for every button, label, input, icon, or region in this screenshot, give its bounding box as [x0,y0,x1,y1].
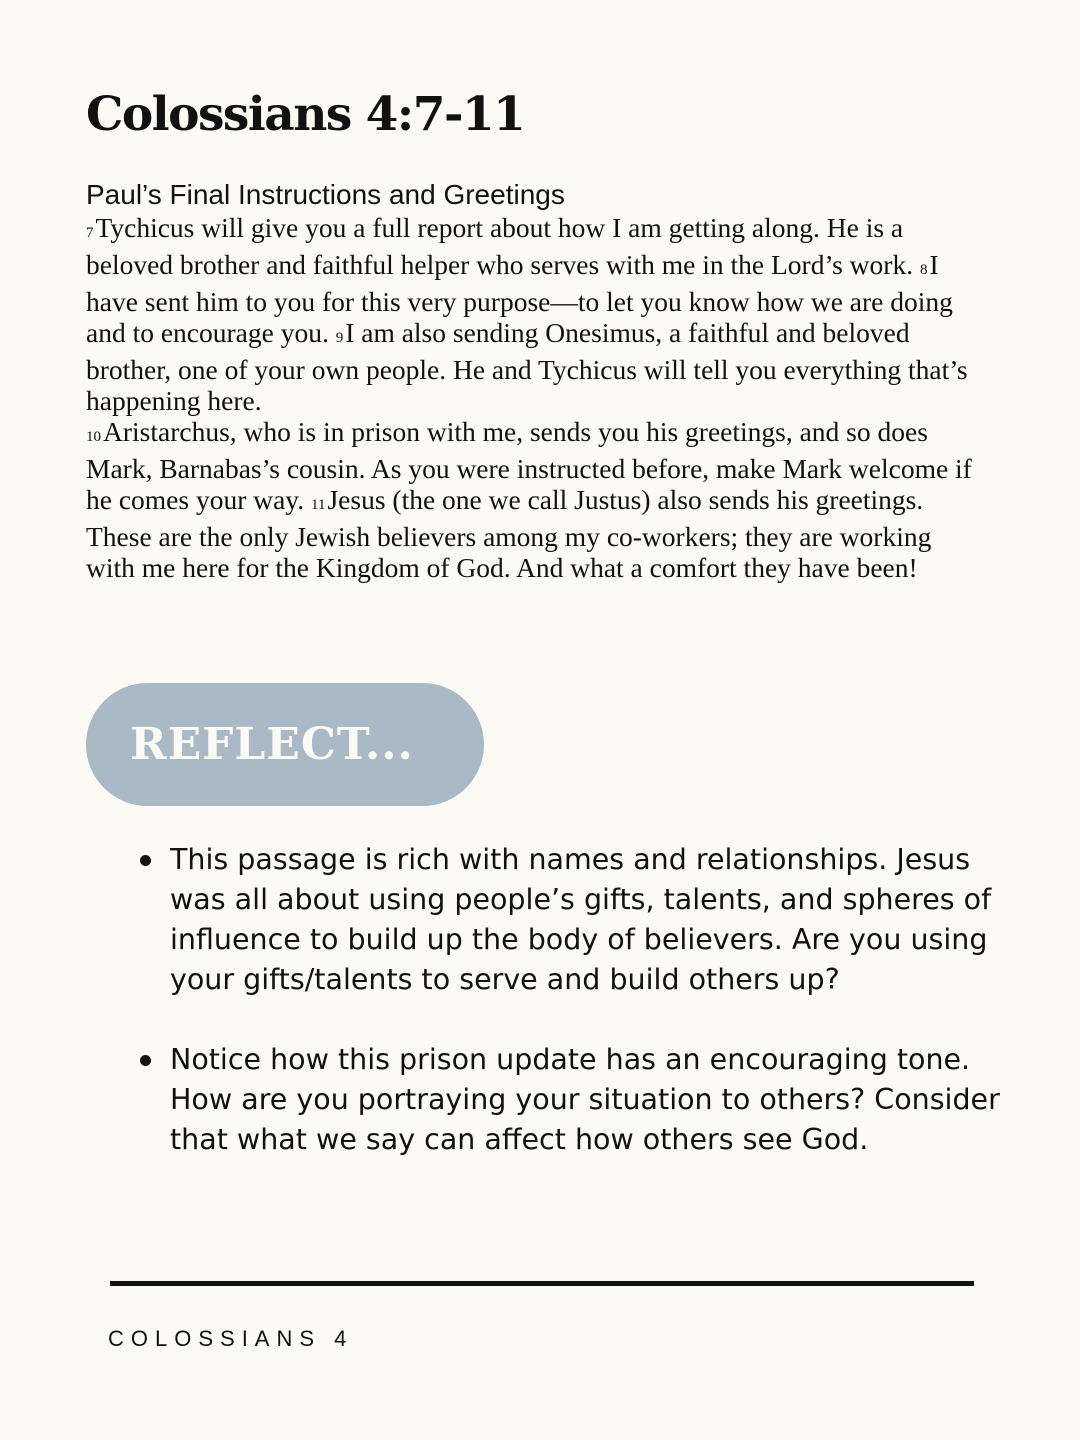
reflect-badge [86,683,484,806]
bullet-icon [140,855,151,866]
verse-number: 11 [311,497,326,513]
scripture-paragraph [86,416,986,583]
verse-number: 8 [919,262,928,278]
page-title: Colossians 4:7-11 [86,87,525,142]
divider-line [110,1281,974,1286]
reflection-text: This passage is rich with names and relationships. Jesus was all about using people’s gifts, talents, and spheres of influence to build up the body of believers. Are you using your gifts/talents to serve and build others up? [170,843,992,996]
verse-number: 7 [86,225,94,241]
scripture-paragraph [86,212,986,416]
reflection-item [170,1040,1000,1160]
verse-text: I have sent him to you for this very purpose—to let you know how we are doing and to encourage you. [86,249,953,348]
section-heading: Paul’s Final Instructions and Greetings [86,179,565,210]
scripture-passage [86,212,986,583]
reflection-text: Notice how this prison update has an encouraging tone. How are you portraying your situation to others? Consider that what we say can affect how others see God. [170,1043,1000,1156]
verse-text: Jesus (the one we call Justus) also sends his greetings. These are the only Jewish believers among my co-workers; they are working with me here for the Kingdom of God. And what a comfort they have been! [86,484,932,583]
verse-text: I am also sending Onesimus, a faithful and beloved brother, one of your own people. He and Tychicus will tell you everything that’s happening here. [86,317,968,416]
bullet-icon [140,1055,151,1066]
verse-number: 10 [86,429,101,445]
footer-label: COLOSSIANS 4 [108,1326,354,1351]
verse-text: Aristarchus, who is in prison with me, sends you his greetings, and so does Mark, Barnabas’s cousin. As you were instructed before, make Mark welcome if he comes your way. [86,416,972,515]
verse-number: 9 [335,330,344,346]
reflect-label: REFLECT... [130,719,414,770]
reflection-list [170,840,1000,1200]
verse-text: Tychicus will give you a full report about how I am getting along. He is a beloved brother and faithful helper who serves with me in the Lord’s work. [86,212,914,280]
reflection-item [170,840,1000,1000]
